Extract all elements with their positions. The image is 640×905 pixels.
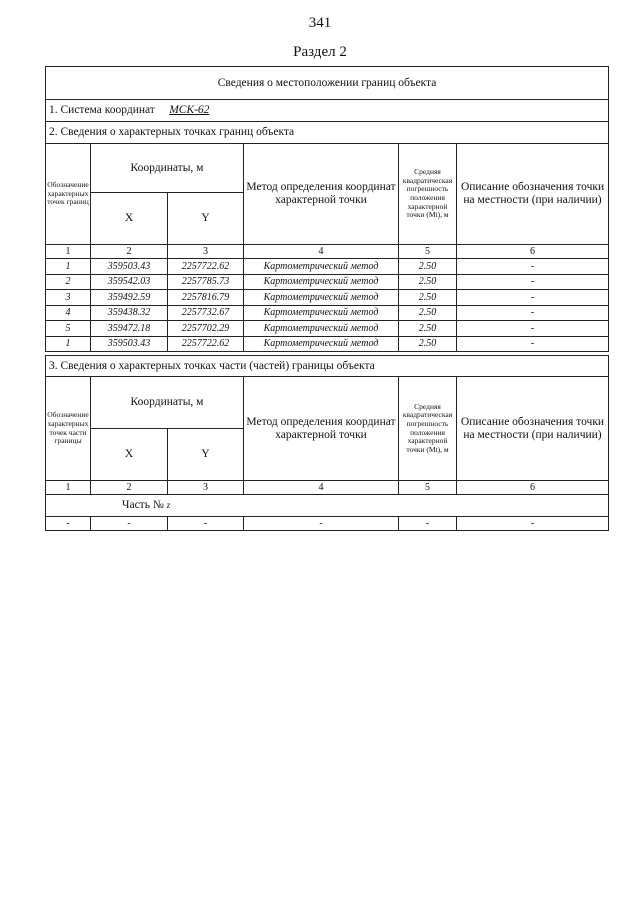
section-2-heading: 2. Сведения о характерных точках границ объекта bbox=[46, 122, 609, 144]
accuracy-header: Средняя квадратическая погрешность положения характерной точки (Mt), м bbox=[399, 377, 457, 481]
coordinates-header: Координаты, м bbox=[91, 144, 244, 193]
empty-cell: - bbox=[244, 517, 399, 531]
point-accuracy: 2.50 bbox=[399, 336, 457, 352]
col-num: 1 bbox=[46, 481, 91, 495]
coord-system-row bbox=[46, 100, 609, 122]
col-num: 6 bbox=[457, 481, 609, 495]
part-row bbox=[46, 495, 609, 517]
col-num: 3 bbox=[168, 245, 244, 259]
empty-cell: - bbox=[168, 517, 244, 531]
point-x: 359503.43 bbox=[91, 259, 168, 275]
x-header: X bbox=[91, 193, 168, 245]
description-header: Описание обозначения точки на местности (при наличии) bbox=[457, 144, 609, 245]
point-number: 2 bbox=[46, 274, 91, 290]
coordinates-header: Координаты, м bbox=[91, 377, 244, 429]
point-accuracy: 2.50 bbox=[399, 305, 457, 321]
point-method: Картометрический метод bbox=[244, 305, 399, 321]
point-y: 2257785.73 bbox=[168, 274, 244, 290]
part-boundary-table bbox=[45, 355, 609, 531]
point-x: 359438.32 bbox=[91, 305, 168, 321]
y-header: Y bbox=[168, 429, 244, 481]
col-num: 3 bbox=[168, 481, 244, 495]
point-x: 359542.03 bbox=[91, 274, 168, 290]
point-description: - bbox=[457, 305, 609, 321]
point-method: Картометрический метод bbox=[244, 336, 399, 352]
page-number: 341 bbox=[308, 15, 332, 31]
x-header: X bbox=[91, 429, 168, 481]
column-numbers-row bbox=[46, 245, 609, 259]
y-header: Y bbox=[168, 193, 244, 245]
point-x: 359503.43 bbox=[91, 336, 168, 352]
point-number: 5 bbox=[46, 321, 91, 337]
point-accuracy: 2.50 bbox=[399, 259, 457, 275]
point-method: Картометрический метод bbox=[244, 259, 399, 275]
method-header: Метод определения координат характерной точки bbox=[244, 377, 399, 481]
point-number: 3 bbox=[46, 290, 91, 306]
point-description: - bbox=[457, 259, 609, 275]
point-method: Картометрический метод bbox=[244, 290, 399, 306]
point-accuracy: 2.50 bbox=[399, 321, 457, 337]
part-number: z bbox=[166, 500, 171, 510]
point-accuracy: 2.50 bbox=[399, 274, 457, 290]
point-method: Картометрический метод bbox=[244, 274, 399, 290]
table-row bbox=[46, 259, 609, 275]
method-header: Метод определения координат характерной точки bbox=[244, 144, 399, 245]
point-y: 2257722.62 bbox=[168, 259, 244, 275]
point-description: - bbox=[457, 321, 609, 337]
designation-header: Обозначение характерных точек границ bbox=[46, 144, 91, 245]
col-num: 2 bbox=[91, 245, 168, 259]
col-num: 5 bbox=[399, 245, 457, 259]
col-num: 2 bbox=[91, 481, 168, 495]
table-row bbox=[46, 336, 609, 352]
col-num: 4 bbox=[244, 481, 399, 495]
empty-cell: - bbox=[46, 517, 91, 531]
empty-cell: - bbox=[399, 517, 457, 531]
coord-system-label: 1. Система координат bbox=[49, 104, 155, 116]
point-x: 359472.18 bbox=[91, 321, 168, 337]
table-row bbox=[46, 305, 609, 321]
section-title: Раздел 2 bbox=[293, 44, 347, 60]
coord-system-value: МСК-62 bbox=[169, 104, 210, 116]
point-accuracy: 2.50 bbox=[399, 290, 457, 306]
table-row bbox=[46, 517, 609, 531]
empty-cell: - bbox=[457, 517, 609, 531]
column-numbers-row bbox=[46, 481, 609, 495]
point-number: 1 bbox=[46, 259, 91, 275]
point-y: 2257732.67 bbox=[168, 305, 244, 321]
point-description: - bbox=[457, 336, 609, 352]
point-y: 2257816.79 bbox=[168, 290, 244, 306]
col-num: 5 bbox=[399, 481, 457, 495]
table-row bbox=[46, 274, 609, 290]
point-y: 2257702.29 bbox=[168, 321, 244, 337]
col-num: 4 bbox=[244, 245, 399, 259]
table-row bbox=[46, 321, 609, 337]
col-num: 6 bbox=[457, 245, 609, 259]
col-num: 1 bbox=[46, 245, 91, 259]
point-description: - bbox=[457, 290, 609, 306]
empty-cell: - bbox=[91, 517, 168, 531]
designation-part-header: Обозначение характерных точек части границы bbox=[46, 377, 91, 481]
point-x: 359492.59 bbox=[91, 290, 168, 306]
section-3-heading: 3. Сведения о характерных точках части (частей) границы объекта bbox=[46, 356, 609, 377]
point-method: Картометрический метод bbox=[244, 321, 399, 337]
boundary-table bbox=[45, 66, 609, 352]
description-header: Описание обозначения точки на местности (при наличии) bbox=[457, 377, 609, 481]
point-description: - bbox=[457, 274, 609, 290]
part-label: Часть № bbox=[122, 499, 167, 511]
title-row: Сведения о местоположении границ объекта bbox=[46, 67, 609, 100]
point-number: 4 bbox=[46, 305, 91, 321]
point-number: 1 bbox=[46, 336, 91, 352]
table-row bbox=[46, 290, 609, 306]
point-y: 2257722.62 bbox=[168, 336, 244, 352]
accuracy-header: Средняя квадратическая погрешность положения характерной точки (Mt), м bbox=[399, 144, 457, 245]
